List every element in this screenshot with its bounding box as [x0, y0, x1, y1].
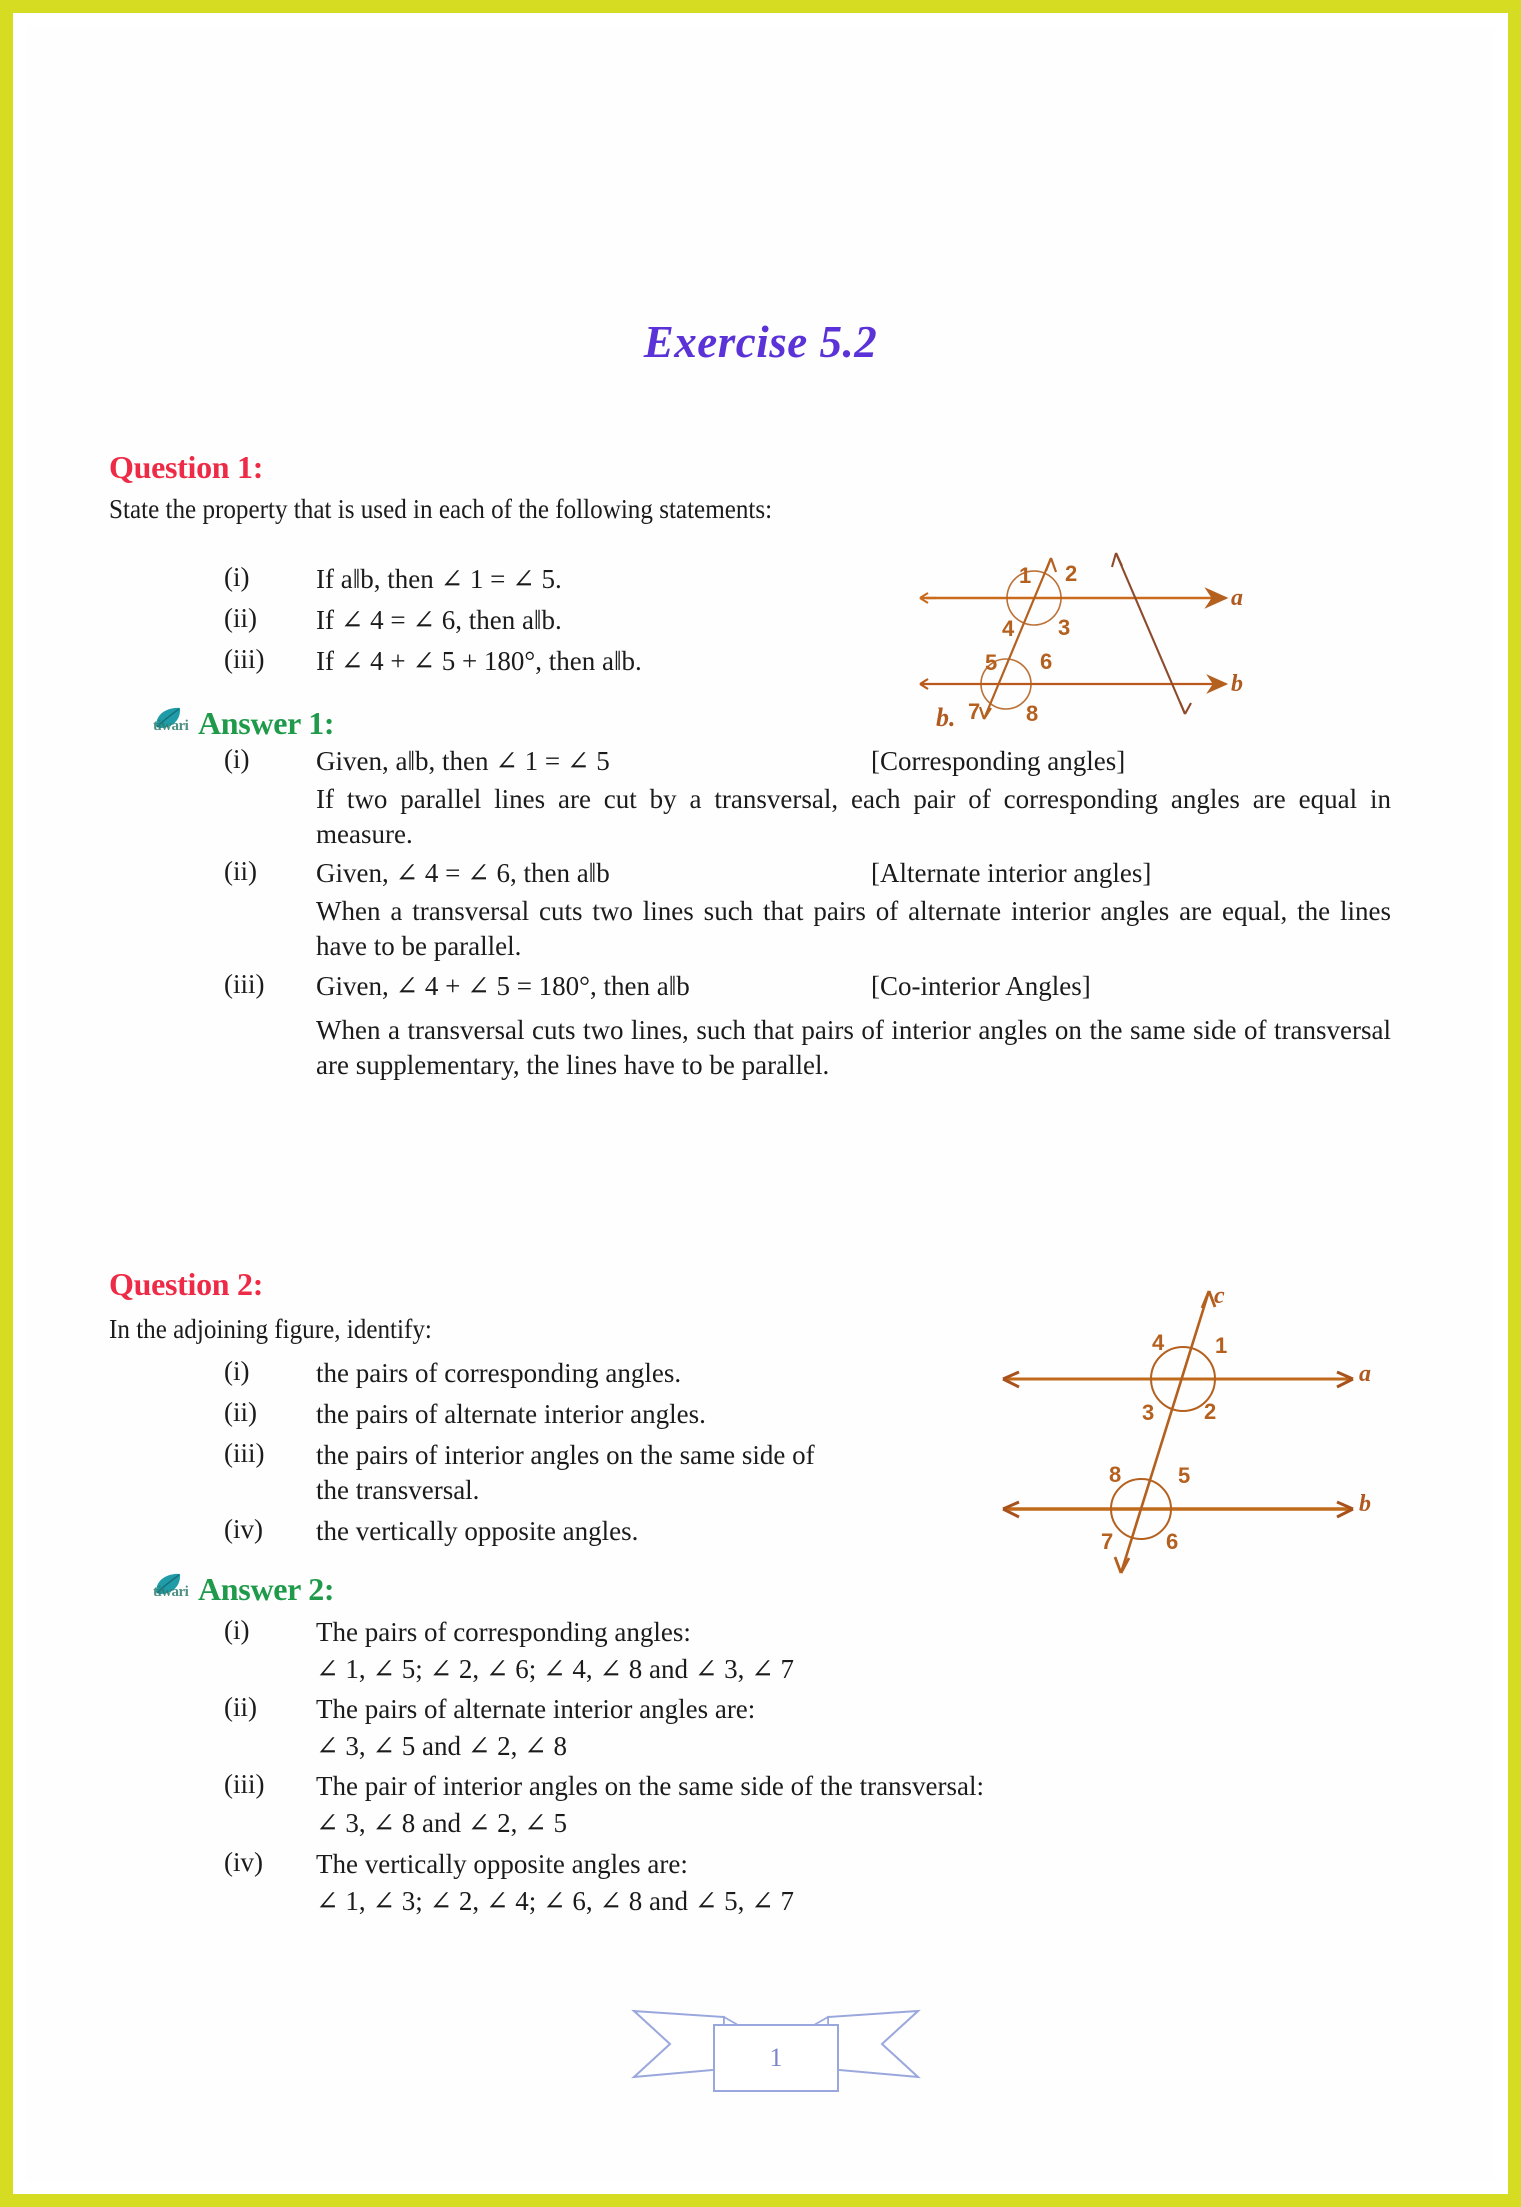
figure-2-angle-8: 8: [1109, 1462, 1122, 1487]
answer-1-heading: Answer 1:: [198, 705, 335, 741]
tiwari-leaf-icon: [152, 706, 192, 742]
answer-title: The pair of interior angles on the same side of the transversal:: [316, 1771, 985, 1802]
tiwari-leaf-icon: [152, 1572, 192, 1608]
figure-1-angle-2: 2: [1065, 561, 1078, 586]
list-item-text: the pairs of interior angles on the same side of the transversal.: [316, 1440, 815, 1506]
list-item-content: [316, 856, 1391, 964]
list-item: [224, 1692, 1374, 1764]
list-item-content: [316, 969, 1391, 1083]
figure-2-angle-2: 2: [1204, 1399, 1217, 1424]
figure-2-angle-3: 3: [1142, 1400, 1155, 1425]
answer-given: Given, ∠ 4 = ∠ 6, then a‖b: [316, 858, 610, 889]
list-item-text: the pairs of alternate interior angles.: [316, 1399, 706, 1430]
figure-2-svg: [981, 1261, 1401, 1581]
figure-1-angle-3: 3: [1058, 615, 1071, 640]
list-item-marker: (i): [224, 1356, 250, 1386]
list-item-marker: (i): [224, 1615, 250, 1645]
page-number: 1: [769, 2043, 783, 2072]
question-1-figure: [906, 531, 1336, 731]
list-item: [224, 969, 1409, 1083]
list-item: [224, 1847, 1374, 1919]
list-item-content: [316, 744, 1391, 852]
figure-2-angle-1: 1: [1215, 1333, 1228, 1358]
list-item-marker: (iv): [224, 1514, 263, 1545]
answer-explanation: When a transversal cuts two lines such that pairs of alternate interior angles are equal, the lines have to be parallel.: [316, 896, 1391, 962]
question-2-items: [224, 1356, 914, 1549]
answer-1-body: [224, 744, 1409, 1083]
list-item-marker: (ii): [224, 1397, 257, 1428]
list-item-marker: (i): [224, 562, 250, 592]
figure-2-line-label-c: c: [1214, 1283, 1225, 1309]
list-item-marker: (iii): [224, 644, 265, 675]
list-item: [224, 603, 784, 638]
list-item: [224, 1356, 914, 1391]
answer-explanation: If two parallel lines are cut by a transversal, each pair of corresponding angles are equal in measure.: [316, 784, 1391, 850]
list-item-marker: (ii): [224, 603, 257, 634]
footer-ribbon: [626, 1991, 926, 2096]
figure-2-angle-5: 5: [1178, 1463, 1191, 1488]
answer-title: The pairs of alternate interior angles are:: [316, 1694, 756, 1725]
tiwari-wordmark: tiwari: [153, 1583, 189, 1600]
question-1-prompt: State the property that is used in each of the following statements:: [109, 494, 773, 524]
answer-1-heading-group: [152, 705, 334, 742]
answer-2-heading: Answer 2:: [198, 1571, 335, 1607]
question-1-items: [224, 562, 784, 679]
figure-1-angle-4: 4: [1002, 616, 1015, 641]
answer-tag: [Corresponding angles]: [871, 746, 1126, 776]
list-item: [224, 856, 1409, 964]
list-item: [224, 744, 1409, 852]
answer-tag: [Co-interior Angles]: [871, 970, 1091, 1001]
list-item-content: [316, 1692, 755, 1764]
figure-1-line-label-b: b: [1231, 671, 1243, 697]
list-item: [224, 1615, 1374, 1687]
figure-1-angle-7: 7: [968, 699, 981, 724]
answer-title: The vertically opposite angles are:: [316, 1848, 688, 1879]
list-item-marker: (i): [224, 744, 250, 774]
answer-pairs: ∠ 1, ∠ 5; ∠ 2, ∠ 6; ∠ 4, ∠ 8 and ∠ 3, ∠ 7: [316, 1654, 794, 1685]
figure-2-angle-4: 4: [1152, 1330, 1165, 1355]
answer-pairs: ∠ 3, ∠ 8 and ∠ 2, ∠ 5: [316, 1808, 567, 1839]
figure-1-angle-1: 1: [1019, 563, 1032, 588]
answer-pairs: ∠ 3, ∠ 5 and ∠ 2, ∠ 8: [316, 1731, 567, 1762]
list-item-content: [316, 1615, 794, 1687]
list-item: [224, 1769, 1374, 1841]
tiwari-wordmark: tiwari: [153, 717, 189, 734]
figure-1-line-label-a: a: [1231, 585, 1243, 611]
list-item-marker: (iii): [224, 1769, 265, 1800]
list-item-text: If a‖b, then ∠ 1 = ∠ 5.: [316, 564, 562, 594]
figure-1-angle-5: 5: [985, 650, 998, 675]
question-1-heading: Question 1:: [109, 449, 264, 485]
answer-2-body: [224, 1615, 1374, 1919]
question-2-heading: Question 2:: [109, 1266, 264, 1302]
figure-1-angle-8: 8: [1026, 701, 1039, 726]
figure-2-angle-7: 7: [1101, 1529, 1114, 1554]
list-item: [224, 562, 784, 597]
question-2-prompt: In the adjoining figure, identify:: [109, 1314, 432, 1344]
answer-title: The pairs of corresponding angles:: [316, 1617, 691, 1647]
page-content: [26, 26, 1495, 2181]
list-item-marker: (ii): [224, 1692, 257, 1723]
list-item: [224, 1397, 914, 1432]
answer-pairs: ∠ 1, ∠ 3; ∠ 2, ∠ 4; ∠ 6, ∠ 8 and ∠ 5, ∠ 7: [316, 1885, 794, 1916]
list-item-text: If ∠ 4 = ∠ 6, then a‖b.: [316, 605, 562, 636]
list-item-content: [316, 1847, 794, 1919]
list-item-marker: (iv): [224, 1846, 263, 1877]
answer-given: Given, ∠ 4 + ∠ 5 = 180°, then a‖b: [316, 970, 690, 1001]
question-2-figure: [981, 1261, 1401, 1581]
list-item-text: the vertically opposite angles.: [316, 1516, 639, 1547]
page-title: Exercise 5.2: [643, 317, 878, 367]
list-item-text: the pairs of corresponding angles.: [316, 1358, 682, 1388]
figure-1-angle-6: 6: [1040, 649, 1053, 674]
list-item-marker: (iii): [224, 968, 265, 999]
list-item: [224, 1514, 914, 1549]
list-item-marker: (ii): [224, 856, 257, 887]
figure-1-corner-label: b.: [936, 703, 956, 732]
list-item-content: [316, 1769, 984, 1841]
answer-tag: [Alternate interior angles]: [871, 858, 1152, 889]
figure-2-line-label-b: b: [1359, 1491, 1371, 1517]
list-item-marker: (iii): [224, 1438, 265, 1469]
figure-2-angle-6: 6: [1166, 1529, 1179, 1554]
answer-explanation: When a transversal cuts two lines, such that pairs of interior angles on the same side of transversal are supplementary, the lines have to be parallel.: [316, 1014, 1391, 1080]
list-item: [224, 1438, 914, 1508]
answer-2-heading-group: [152, 1571, 334, 1608]
list-item-text: If ∠ 4 + ∠ 5 + 180°, then a‖b.: [316, 646, 642, 677]
list-item: [224, 644, 784, 679]
figure-2-line-label-a: a: [1359, 1361, 1371, 1387]
answer-given: Given, a‖b, then ∠ 1 = ∠ 5: [316, 746, 610, 776]
